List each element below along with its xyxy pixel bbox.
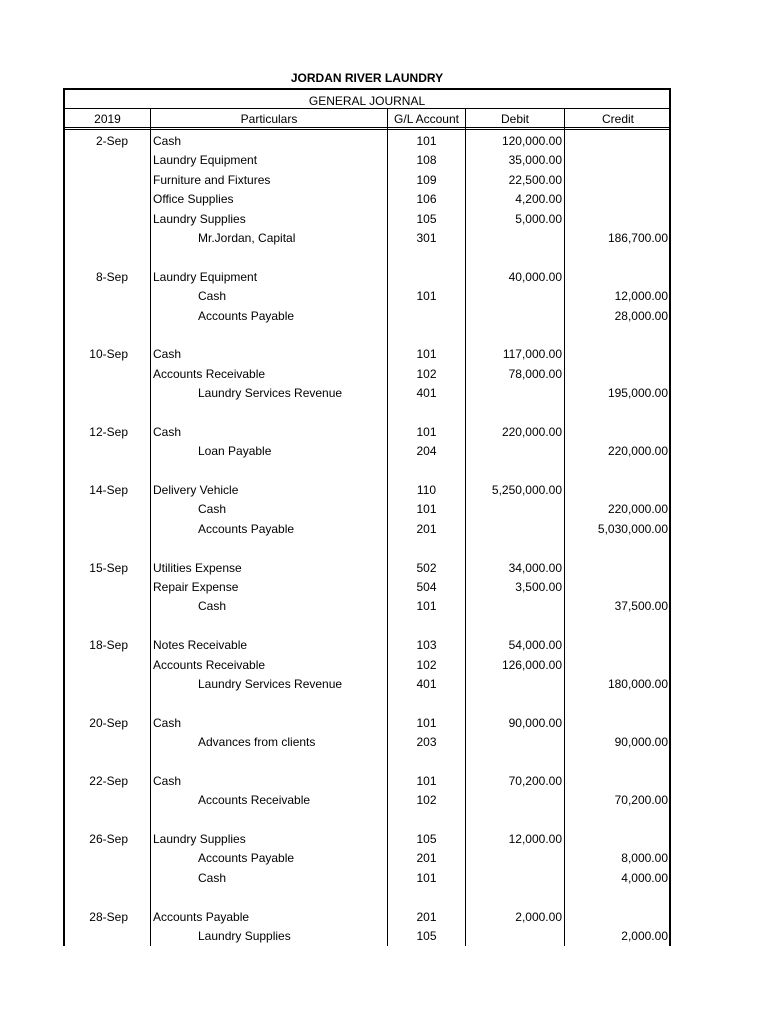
credit-cell: 2,000.00 — [621, 929, 668, 944]
particulars-cell: Laundry Services Revenue — [198, 386, 343, 401]
particulars-cell: Accounts Payable — [198, 308, 295, 323]
gl-account-cell: 201 — [416, 909, 437, 924]
gl-account-cell: 108 — [416, 153, 437, 168]
debit-cell: 126,000.00 — [501, 657, 562, 672]
entry-date: 28-Sep — [89, 909, 128, 924]
particulars-cell: Accounts Payable — [198, 521, 295, 536]
debit-cell: 22,500.00 — [508, 172, 562, 187]
gl-account-cell: 101 — [416, 870, 437, 885]
journal-entries — [65, 132, 669, 946]
gl-account-cell: 109 — [416, 172, 437, 187]
debit-cell: 40,000.00 — [508, 269, 562, 284]
journal-row — [65, 500, 669, 519]
particulars-cell: Advances from clients — [198, 735, 316, 750]
journal-row — [65, 675, 669, 694]
journal-row — [65, 791, 669, 810]
gl-account-cell: 401 — [416, 386, 437, 401]
spacer-row — [65, 694, 669, 713]
credit-cell: 90,000.00 — [614, 735, 668, 750]
journal-subtitle: GENERAL JOURNAL — [65, 88, 669, 108]
gl-account-cell: 502 — [416, 560, 437, 575]
debit-header: Debit — [500, 112, 529, 126]
company-title: JORDAN RIVER LAUNDRY — [290, 71, 444, 85]
gl-account-cell: 106 — [416, 192, 437, 207]
credit-cell: 37,500.00 — [614, 599, 668, 614]
debit-cell: 70,200.00 — [508, 773, 562, 788]
journal-row — [65, 423, 669, 442]
journal-row — [65, 365, 669, 384]
gl-account-cell: 101 — [416, 424, 437, 439]
entry-date: 18-Sep — [89, 638, 128, 653]
particulars-cell: Laundry Supplies — [153, 832, 246, 847]
credit-cell: 28,000.00 — [614, 308, 668, 323]
debit-cell: 78,000.00 — [508, 366, 562, 381]
credit-cell: 8,000.00 — [621, 851, 668, 866]
gl-account-cell: 301 — [416, 230, 437, 245]
particulars-cell: Notes Receivable — [153, 638, 248, 653]
particulars-cell: Cash — [153, 424, 182, 439]
gl-account-cell: 105 — [416, 929, 437, 944]
particulars-cell: Loan Payable — [198, 444, 272, 459]
journal-row — [65, 849, 669, 868]
particulars-cell: Cash — [153, 773, 182, 788]
particulars-cell: Laundry Equipment — [153, 269, 258, 284]
journal-row — [65, 597, 669, 616]
gl-account-cell: 101 — [416, 599, 437, 614]
particulars-cell: Mr.Jordan, Capital — [198, 230, 296, 245]
spacer-row — [65, 326, 669, 345]
debit-cell: 5,000.00 — [515, 211, 562, 226]
entry-date: 20-Sep — [89, 715, 128, 730]
journal-row — [65, 229, 669, 248]
gl-account-cell: 101 — [416, 134, 437, 148]
particulars-cell: Accounts Payable — [198, 851, 295, 866]
gl-account-cell: 101 — [416, 715, 437, 730]
debit-cell: 120,000.00 — [501, 134, 562, 148]
credit-cell: 12,000.00 — [614, 289, 668, 304]
particulars-cell: Accounts Payable — [153, 909, 250, 924]
gl-account-cell: 102 — [416, 657, 437, 672]
journal-row — [65, 171, 669, 190]
gl-account-cell: 101 — [416, 289, 437, 304]
journal-row — [65, 733, 669, 752]
journal-row — [65, 384, 669, 403]
journal-row — [65, 481, 669, 500]
gl-account-cell: 110 — [416, 483, 437, 498]
particulars-cell: Laundry Supplies — [198, 929, 291, 944]
particulars-cell: Accounts Receivable — [198, 793, 311, 808]
particulars-cell: Utilities Expense — [153, 560, 242, 575]
journal-row — [65, 268, 669, 287]
journal-row — [65, 927, 669, 946]
spacer-row — [65, 811, 669, 830]
credit-cell: 195,000.00 — [607, 386, 668, 401]
particulars-cell: Office Supplies — [153, 192, 234, 207]
credit-cell: 70,200.00 — [614, 793, 668, 808]
entry-date: 15-Sep — [89, 560, 128, 575]
gl-account-cell: 201 — [416, 521, 437, 536]
gl-account-cell: 101 — [416, 347, 437, 362]
spacer-row — [65, 539, 669, 558]
journal-row — [65, 210, 669, 229]
particulars-cell: Repair Expense — [153, 579, 239, 594]
particulars-cell: Cash — [153, 134, 182, 148]
debit-cell: 54,000.00 — [508, 638, 562, 653]
column-header-row — [65, 108, 669, 130]
gl-account-cell: 101 — [416, 773, 437, 788]
debit-cell: 12,000.00 — [508, 832, 562, 847]
gl-account-cell: 504 — [416, 579, 437, 594]
spacer-row — [65, 462, 669, 481]
journal-row — [65, 636, 669, 655]
journal-row — [65, 830, 669, 849]
journal-row — [65, 151, 669, 170]
journal-row — [65, 132, 669, 151]
debit-cell: 4,200.00 — [515, 192, 562, 207]
debit-cell: 3,500.00 — [515, 579, 562, 594]
credit-cell: 180,000.00 — [607, 676, 668, 691]
entry-date: 14-Sep — [89, 483, 128, 498]
journal-row — [65, 559, 669, 578]
particulars-cell: Cash — [198, 870, 227, 885]
gl-account-header: G/L Account — [394, 112, 459, 126]
debit-cell: 5,250,000.00 — [491, 483, 562, 498]
entry-date: 8-Sep — [95, 269, 128, 284]
gl-account-cell: 105 — [416, 832, 437, 847]
particulars-cell: Accounts Receivable — [153, 657, 266, 672]
journal-row — [65, 772, 669, 791]
gl-account-cell: 101 — [416, 502, 437, 517]
spacer-row — [65, 248, 669, 267]
journal-row — [65, 908, 669, 927]
gl-account-cell: 105 — [416, 211, 437, 226]
entry-date: 2-Sep — [95, 134, 128, 148]
particulars-cell: Cash — [198, 289, 227, 304]
gl-account-cell: 103 — [416, 638, 437, 653]
gl-account-cell: 102 — [416, 366, 437, 381]
spacer-row — [65, 617, 669, 636]
entry-date: 22-Sep — [89, 773, 128, 788]
journal-row — [65, 714, 669, 733]
gl-account-cell: 201 — [416, 851, 437, 866]
particulars-cell: Cash — [198, 502, 227, 517]
debit-cell: 117,000.00 — [502, 347, 562, 362]
spacer-row — [65, 403, 669, 422]
general-journal-table — [63, 88, 671, 946]
credit-cell: 4,000.00 — [621, 870, 668, 885]
journal-row — [65, 656, 669, 675]
particulars-cell: Accounts Receivable — [153, 366, 266, 381]
entry-date: 26-Sep — [89, 832, 128, 847]
journal-row — [65, 190, 669, 209]
credit-header: Credit — [601, 112, 634, 126]
particulars-cell: Laundry Equipment — [153, 153, 258, 168]
journal-row — [65, 578, 669, 597]
particulars-cell: Laundry Services Revenue — [198, 676, 343, 691]
journal-row — [65, 345, 669, 364]
year-header: 2019 — [94, 112, 121, 126]
credit-cell: 5,030,000.00 — [597, 521, 668, 536]
particulars-header: Particulars — [240, 112, 298, 126]
debit-cell: 34,000.00 — [508, 560, 562, 575]
particulars-cell: Cash — [153, 347, 182, 362]
gl-account-cell: 204 — [416, 444, 437, 459]
particulars-cell: Laundry Supplies — [153, 211, 246, 226]
credit-cell: 220,000.00 — [607, 502, 668, 517]
entry-date: 10-Sep — [89, 347, 128, 362]
particulars-cell: Cash — [153, 715, 182, 730]
credit-cell: 186,700.00 — [607, 230, 668, 245]
journal-row — [65, 307, 669, 326]
debit-cell: 35,000.00 — [508, 153, 562, 168]
journal-row — [65, 520, 669, 539]
debit-cell: 220,000.00 — [501, 424, 562, 439]
spacer-row — [65, 888, 669, 907]
particulars-cell: Delivery Vehicle — [153, 483, 239, 498]
debit-cell: 90,000.00 — [508, 715, 562, 730]
debit-cell: 2,000.00 — [515, 909, 562, 924]
particulars-cell: Furniture and Fixtures — [153, 172, 271, 187]
gl-account-cell: 203 — [416, 735, 437, 750]
journal-row — [65, 442, 669, 461]
entry-date: 12-Sep — [89, 424, 128, 439]
journal-row — [65, 287, 669, 306]
journal-row — [65, 869, 669, 888]
credit-cell: 220,000.00 — [607, 444, 668, 459]
gl-account-cell: 401 — [416, 676, 437, 691]
gl-account-cell: 102 — [416, 793, 437, 808]
particulars-cell: Cash — [198, 599, 227, 614]
spacer-row — [65, 753, 669, 772]
